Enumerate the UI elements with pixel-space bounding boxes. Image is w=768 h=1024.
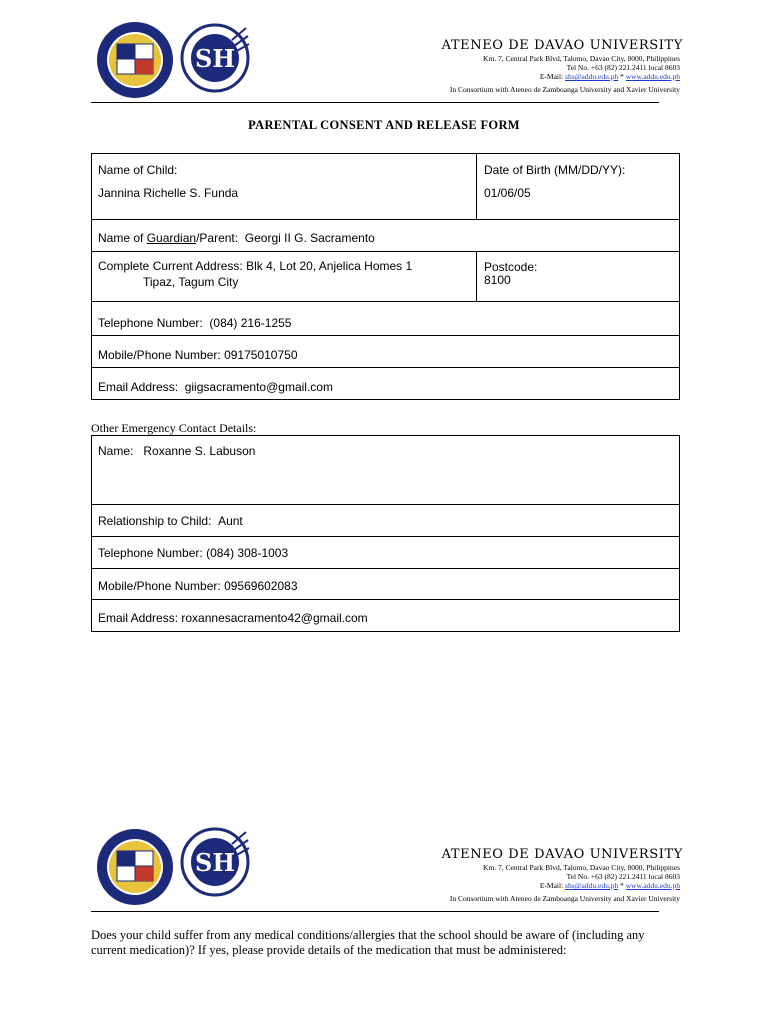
header-divider-2 (91, 911, 659, 912)
shs-logo (180, 20, 250, 96)
guardian-label-underlined: Guardian (146, 231, 197, 245)
relationship-label: Relationship to Child: (98, 514, 212, 528)
university-name-2: ATENEO DE DAVAO UNIVERSITY (441, 847, 683, 862)
mobile-row (98, 348, 298, 362)
emergency-telephone-label: Telephone Number: (98, 546, 203, 560)
emergency-divider-h4 (91, 599, 680, 600)
table-divider-h5 (91, 367, 680, 368)
address-line2: Tipaz, Tagum City (143, 275, 239, 289)
address-row (98, 259, 412, 273)
shs-logo-text: SH (194, 44, 236, 73)
emergency-mobile-label: Mobile/Phone Number: (98, 579, 221, 593)
header-divider (91, 102, 659, 103)
email-label-2: E-Mail: (539, 881, 564, 890)
emergency-telephone-row (98, 546, 288, 560)
emergency-table (91, 435, 680, 632)
consortium-line: In Consortium with Ateneo de Zamboanga University and Xavier University (449, 85, 680, 94)
postcode-label: Postcode: (484, 260, 538, 274)
consortium-line-2: In Consortium with Ateneo de Zamboanga University and Xavier University (449, 894, 680, 903)
email-value: giigsacramento@gmail.com (184, 380, 333, 394)
email-row (98, 380, 333, 394)
guardian-label-prefix: Name of (98, 231, 147, 245)
emergency-name-row (98, 444, 255, 458)
university-name: ATENEO DE DAVAO UNIVERSITY (441, 38, 683, 53)
university-address-2: Km. 7, Central Park Blvd, Talomo, Davao City, 8000, Philippines (483, 863, 680, 872)
email-separator-2: * (618, 881, 626, 890)
form-title: PARENTAL CONSENT AND RELEASE FORM (248, 118, 520, 132)
emergency-divider-h1 (91, 504, 680, 505)
dob-value: 01/06/05 (484, 186, 531, 200)
university-address: Km. 7, Central Park Blvd, Talomo, Davao City, 8000, Philippines (483, 54, 680, 63)
telephone-label: Telephone Number: (98, 316, 203, 330)
emergency-mobile-row (98, 579, 298, 593)
telephone-row (98, 316, 291, 330)
table-divider-h4 (91, 335, 680, 336)
guardian-value: Georgi II G. Sacramento (244, 231, 375, 245)
table-divider-h1 (91, 219, 680, 220)
emergency-name-value: Roxanne S. Labuson (143, 444, 256, 458)
emergency-divider-h3 (91, 568, 680, 569)
mobile-value: 09175010750 (224, 348, 298, 362)
table-divider-h3 (91, 301, 680, 302)
emergency-divider-h2 (91, 536, 680, 537)
emergency-email-row (98, 611, 368, 625)
university-email-line (540, 72, 680, 81)
shs-logo-text-2: SH (194, 848, 236, 877)
address-line1: Blk 4, Lot 20, Anjelica Homes 1 (246, 259, 413, 273)
emergency-telephone-value: (084) 308-1003 (206, 546, 289, 560)
emergency-email-label: Email Address: (98, 611, 179, 625)
mobile-label: Mobile/Phone Number: (98, 348, 221, 362)
website-link[interactable]: www.addu.edu.ph (625, 72, 680, 81)
email-link-2[interactable]: shs@addu.edu.ph (565, 881, 619, 890)
email-separator: * (618, 72, 626, 81)
table-divider-h2 (91, 251, 680, 252)
emergency-name-label: Name: (98, 444, 134, 458)
email-link[interactable]: shs@addu.edu.ph (565, 72, 619, 81)
dob-label: Date of Birth (MM/DD/YY): (484, 163, 626, 177)
university-tel-2: Tel No. +63 (82) 221.2411 local 8603 (566, 872, 680, 881)
website-link-2[interactable]: www.addu.edu.ph (625, 881, 680, 890)
emergency-heading: Other Emergency Contact Details: (91, 421, 257, 435)
university-seal-logo (95, 20, 175, 100)
email-label: E-Mail: (539, 72, 564, 81)
emergency-mobile-value: 09569602083 (224, 579, 298, 593)
shs-logo-2 (180, 824, 250, 900)
guardian-row (98, 231, 375, 245)
table-divider-v1 (476, 153, 477, 219)
postcode-value: 8100 (484, 273, 511, 287)
telephone-value: (084) 216-1255 (209, 316, 292, 330)
email-label: Email Address: (98, 380, 179, 394)
relationship-row (98, 514, 243, 528)
address-label: Complete Current Address: (98, 259, 243, 273)
university-seal-logo-2 (95, 827, 175, 907)
university-tel: Tel No. +63 (82) 221.2411 local 8603 (566, 63, 680, 72)
medical-question: Does your child suffer from any medical conditions/allergies that the school should be aware of (including any current medication)? If yes, please provide details of the medication that must be administered: (91, 928, 645, 957)
table-divider-v2 (476, 251, 477, 301)
university-email-line-2 (540, 881, 680, 890)
child-name-label: Name of Child: (98, 163, 178, 177)
guardian-label-suffix: /Parent: (196, 231, 239, 245)
relationship-value: Aunt (218, 514, 243, 528)
emergency-email-value: roxannesacramento42@gmail.com (181, 611, 368, 625)
child-name-value: Jannina Richelle S. Funda (98, 186, 239, 200)
